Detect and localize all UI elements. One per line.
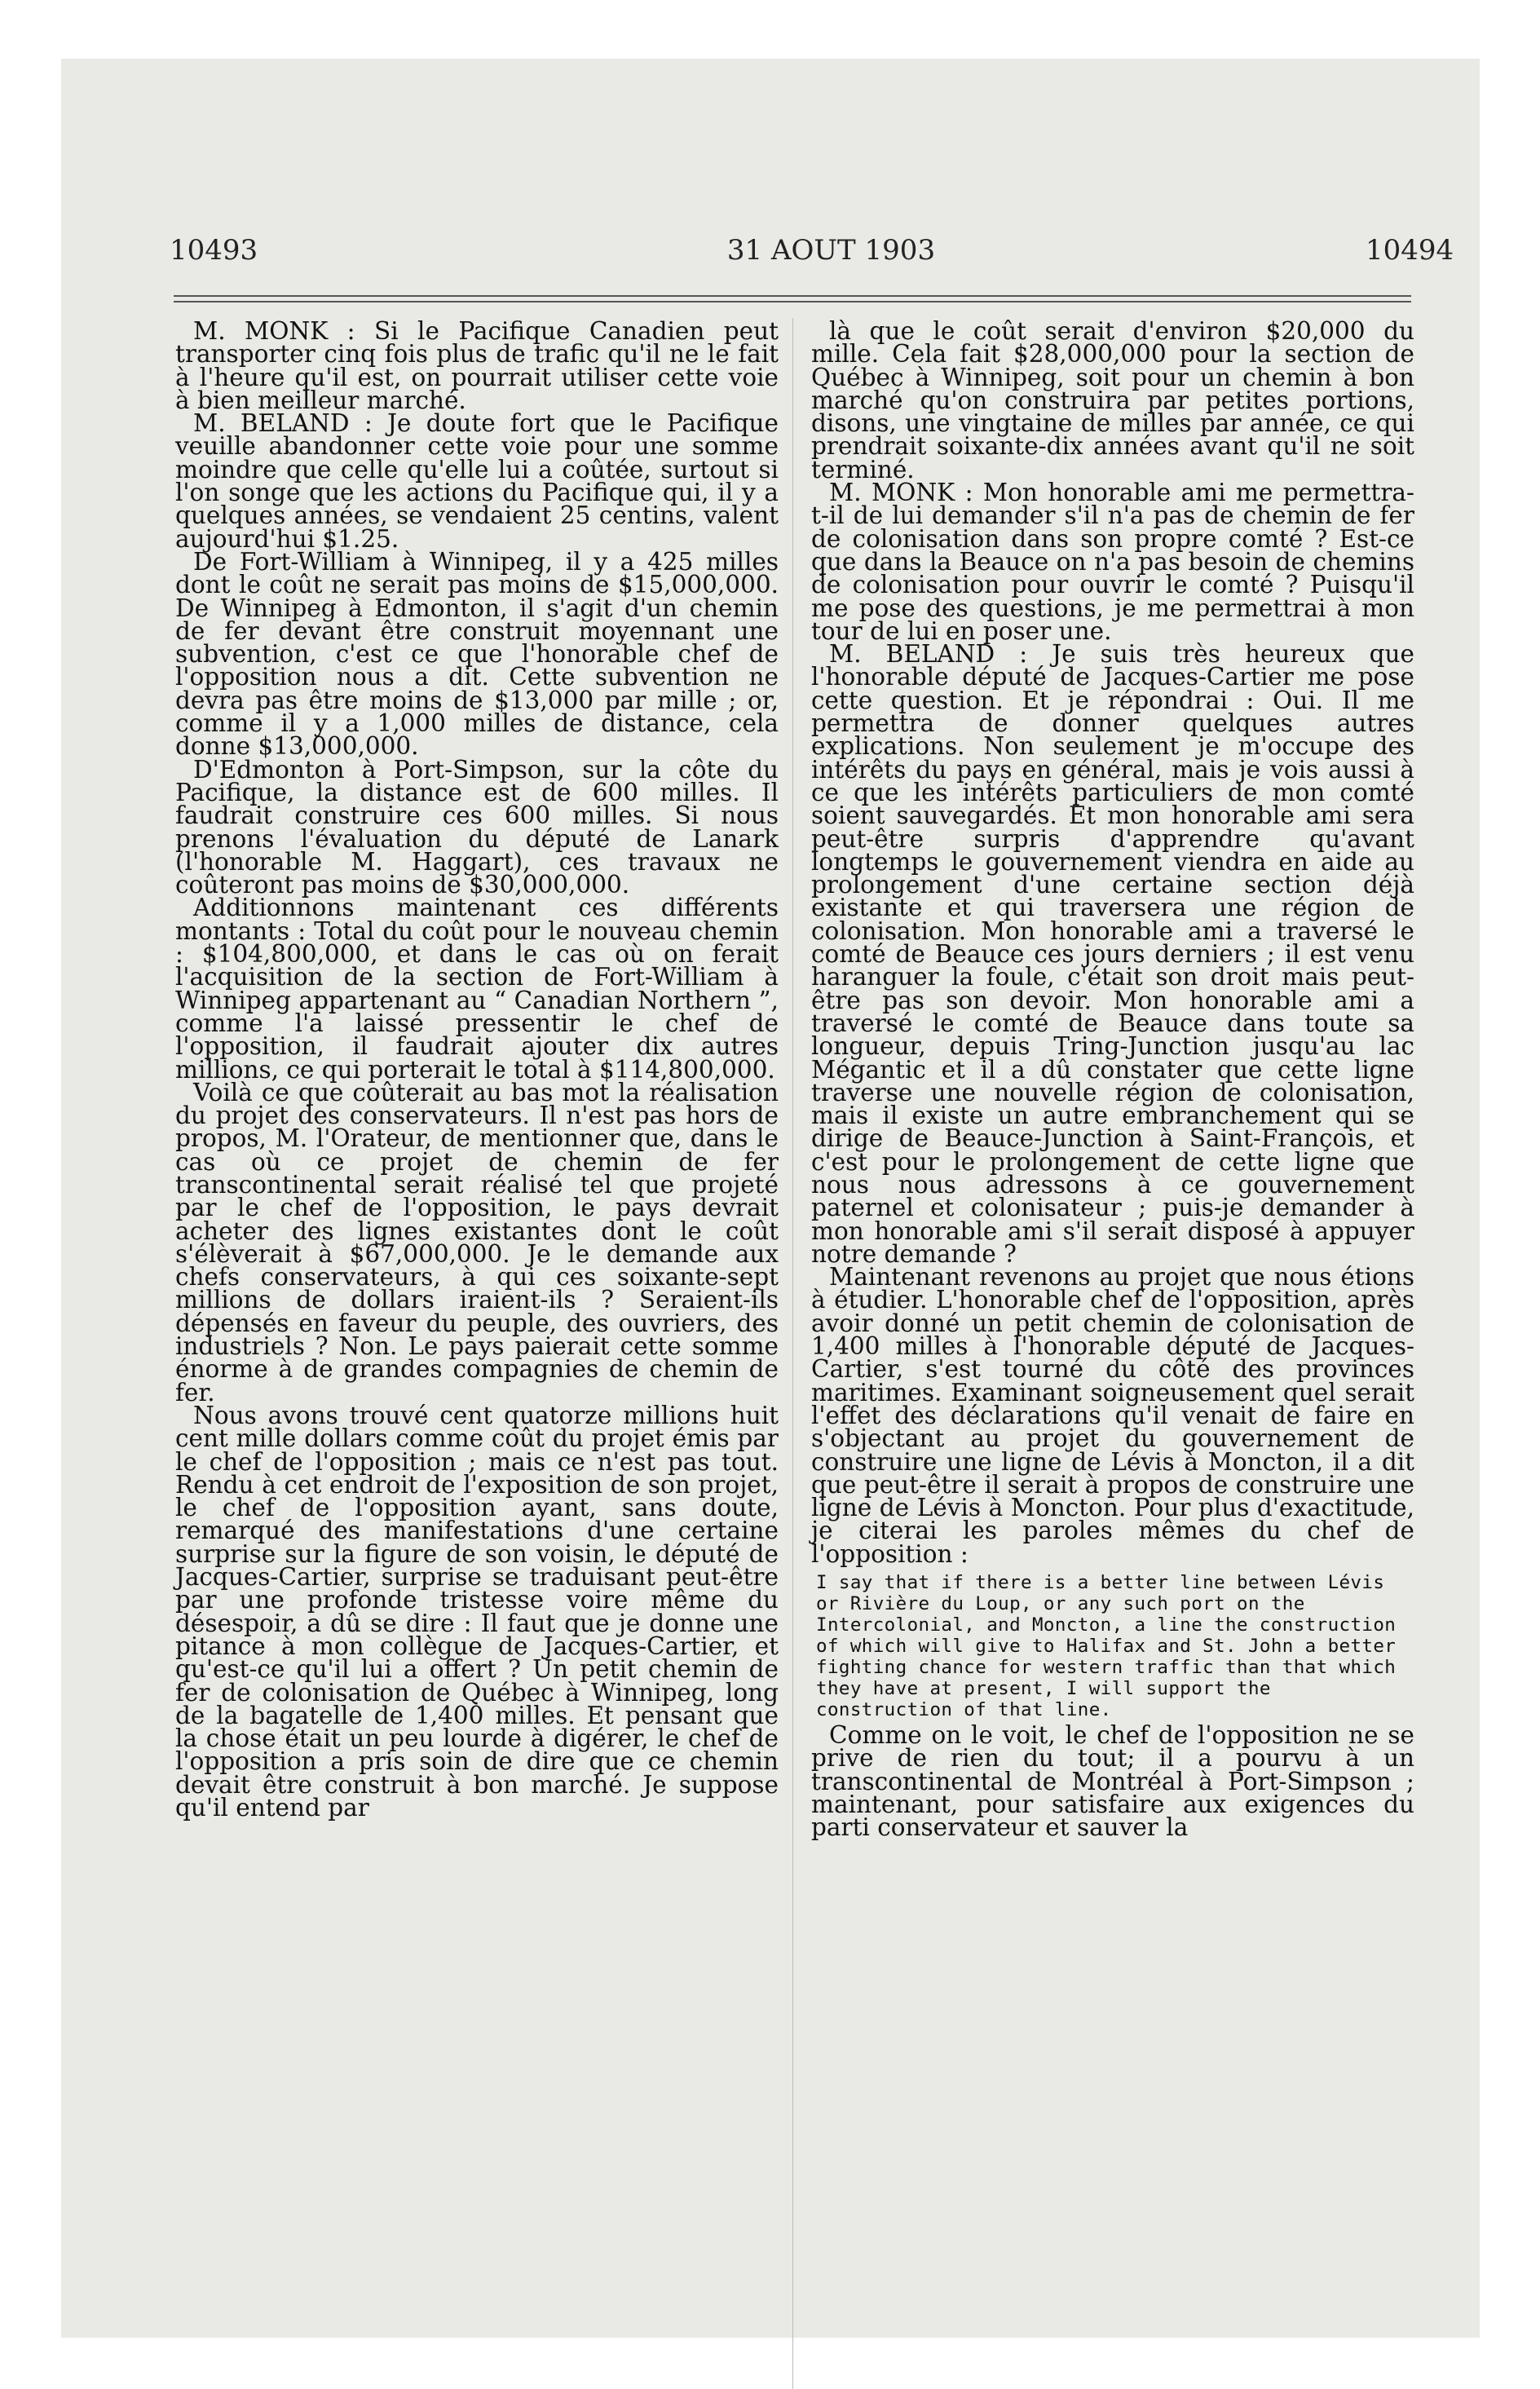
scanned-page — [61, 59, 1480, 2338]
paragraph: M. MONK : Si le Pacifique Canadien peut transporter cinq fois plus de trafic qu'il ne le fait à l'heure qu'il est, on pourrait utiliser cette voie à bien meilleur marché. — [175, 317, 779, 414]
paragraph: Voilà ce que coûterait au bas mot la réalisation du projet des conservateurs. Il n'est pas hors de propos, M. l'Orateur, de mentionner que, dans le cas où ce projet de chemin de fer transcontinental serait réalisé tel que projeté par le chef de l'opposition, le pays devrait acheter des lignes existantes dont le coût s'élèverait à $67,000,000. Je le demande aux chefs conservateurs, à qui ces soixante-sept millions de dollars iraient-ils ? Seraient-ils dépensés en faveur du peuple, des ouvriers, des industriels ? Non. Le pays paierait cette somme énorme à de grandes compagnies de chemin de fer. — [175, 1078, 779, 1406]
paragraph: Maintenant revenons au projet que nous étions à étudier. L'honorable chef de l'opposition, après avoir donné un petit chemin de colonisation de 1,400 milles à l'honorable député de Jacques-Cartier, s'est tourné du côté des provinces maritimes. Examinant soigneusement quel serait l'effet des déclarations qu'il venait de faire en s'objectant au projet du gouvernement de construire une ligne de Lévis à Moncton, il a dit que peut-être il serait à propos de construire une ligne de Lévis à Moncton. Pour plus d'exactitude, je citerai les paroles mêmes du chef de l'opposition : — [811, 1263, 1414, 1568]
paragraph: là que le coût serait d'environ $20,000 du mille. Cela fait $28,000,000 pour la section de Québec à Winnipeg, soit pour un chemin à bon marché qu'on construira par petites portions, disons, une vingtaine de milles par année, ce qui prendrait soixante-dix années avant qu'il ne soit terminé. — [811, 317, 1414, 484]
paragraph: D'Edmonton à Port-Simpson, sur la côte du Pacifique, la distance est de 600 milles. Il faudrait construire ces 600 milles. Si nous prenons l'évaluation du député de Lanark (l'honorable M. Haggart), ces travaux ne coûteront pas moins de $30,000,000. — [175, 755, 779, 899]
paragraph: Additionnons maintenant ces différents montants : Total du coût pour le nouveau chemin : $104,800,000, et dans le cas où on ferait l'acquisition de la section de Fort-William à Winnipeg appartenant au “ Canadian Northern ”, comme l'a laissé pressentir le chef de l'opposition, il faudrait ajouter dix autres millions, ce qui porterait le total à $114,800,000. — [175, 894, 779, 1084]
right-column — [811, 317, 1414, 1842]
paragraph: De Fort-William à Winnipeg, il y a 425 milles dont le coût ne serait pas moins de $15,000,000. De Winnipeg à Edmonton, il s'agit d'un chemin de fer devant être construit moyennant une subvention, c'est ce que l'honorable chef de l'opposition nous a dit. Cette subvention ne devra pas être moins de $13,000 par mille ; or, comme il y a 1,000 milles de distance, cela donne $13,000,000. — [175, 547, 779, 761]
page-number-left: 10493 — [170, 234, 258, 267]
paragraph: M. BELAND : Je doute fort que le Pacifique veuille abandonner cette voie pour une somme moindre que celle qu'elle lui a coûtée, surtout si l'on songe que les actions du Pacifique qui, il y a quelques années, se vendaient 25 centins, valent aujourd'hui $1.25. — [175, 409, 779, 553]
left-column — [175, 317, 779, 1822]
page-date: 31 AOUT 1903 — [726, 234, 936, 267]
column-divider — [792, 318, 793, 2389]
page-number-right: 10494 — [1366, 234, 1454, 267]
paragraph: M. MONK : Mon honorable ami me permettra-t-il de lui demander s'il n'a pas de chemin de fer de colonisation dans son propre comté ? Est-ce que dans la Beauce on n'a pas besoin de chemins de colonisation pour ouvrir le comté ? Puisqu'il me pose des questions, je me permettrai à mon tour de lui en poser une. — [811, 479, 1414, 645]
header-rule-bottom — [174, 301, 1411, 302]
header-rule-top — [174, 295, 1411, 297]
paragraph: Comme on le voit, le chef de l'opposition ne se prive de rien du tout; il a pourvu à un transcontinental de Montréal à Port-Simpson ; maintenant, pour satisfaire aux exigences du parti conservateur et sauver la — [811, 1721, 1414, 1842]
paragraph: Nous avons trouvé cent quatorze millions huit cent mille dollars comme coût du projet émis par le chef de l'opposition ; mais ce n'est pas tout. Rendu à cet endroit de l'exposition de son projet, le chef de l'opposition ayant, sans doute, remarqué des manifestations d'une certaine surprise sur la figure de son voisin, le député de Jacques-Cartier, surprise se traduisant peut-être par une profonde tristesse voire même du désespoir, a dû se dire : Il faut que je donne une pitance à mon collègue de Jacques-Cartier, et qu'est-ce qu'il lui a offert ? Un petit chemin de fer de colonisation de Québec à Winnipeg, long de la bagatelle de 1,400 milles. Et pensant que la chose était un peu lourde à digérer, le chef de l'opposition a pris soin de dire que ce chemin devait être construit à bon marché. Je suppose qu'il entend par — [175, 1401, 779, 1822]
paragraph: M. BELAND : Je suis très heureux que l'honorable député de Jacques-Cartier me pose cette question. Et je répondrai : Oui. Il me permettra de donner quelques autres explications. Non seulement je m'occupe des intérêts du pays en général, mais je vois aussi à ce que les intérêts particuliers de mon comté soient sauvegardés. Et mon honorable ami sera peut-être surpris d'apprendre qu'avant longtemps le gouvernement viendra en aide au prolongement d'une certaine section déjà existante et qui traversera une région de colonisation. Mon honorable ami a traversé le comté de Beauce ces jours derniers ; il est venu haranguer la foule, c'était son droit mais peut-être pas son devoir. Mon honorable ami a traversé le comté de Beauce dans toute sa longueur, depuis Tring-Junction jusqu'au lac Mégantic et il a dû constater que cette ligne traverse une nouvelle région de colonisation, mais il existe un autre embranchement qui se dirige de Beauce-Junction à Saint-François, et c'est pour le prolongement de cette ligne que nous nous adressons à ce gouvernement paternel et colonisateur ; puis-je demander à mon honorable ami s'il serait disposé à appuyer notre demande ? — [811, 640, 1414, 1268]
block-quote: I say that if there is a better line between Lévis or Rivière du Loup, or any such port on the Intercolonial, and Moncton, a line the construction of which will give to Halifax and St. John a better fighting chance for western traffic than that which they have at present, I will support the construction of that line. — [816, 1572, 1397, 1721]
